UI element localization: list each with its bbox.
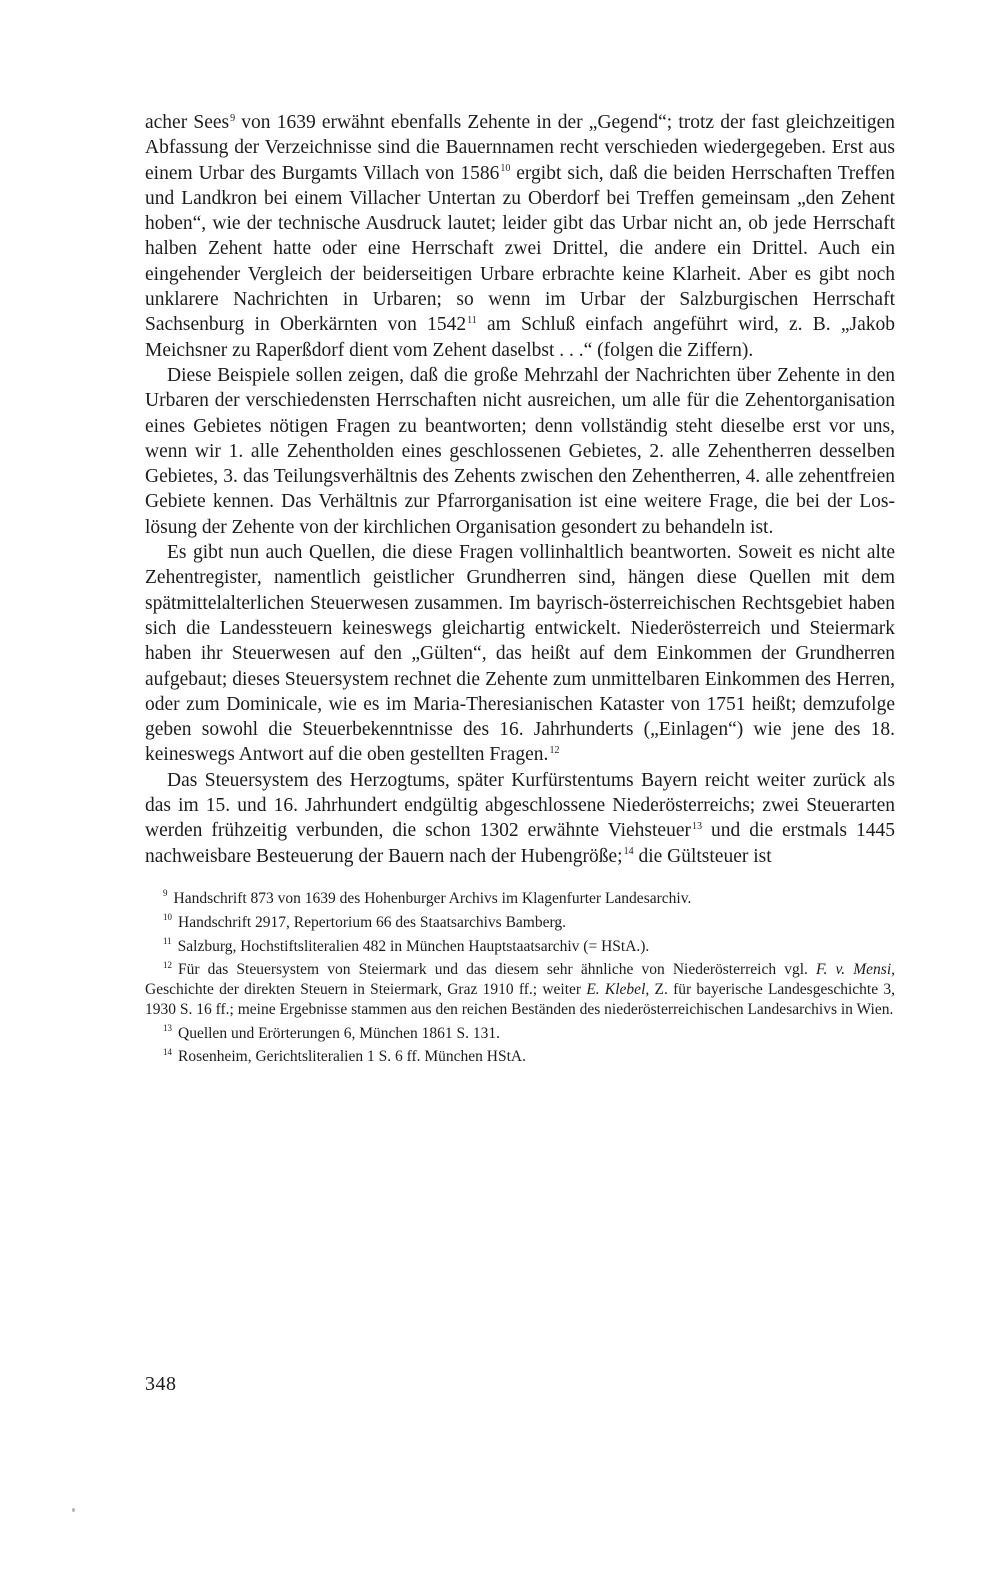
text-run: Das Steuersystem des Herzogtums, später Kurfürstentums Bayern reicht weiter zurück als das im 15. und 16. Jahrhundert endgültig abgeschlossene Niederösterreichs; zwei Steuerarten werden frühzeitig verbunden, die schon 1302 erwähnte Viehsteuer — [145, 769, 895, 842]
footnote — [145, 889, 895, 909]
footnote-number: 10 — [163, 911, 172, 922]
text-run: Geschichte der direkten Steuern in Steiermark, Graz 1910 ff.; weiter — [145, 981, 587, 999]
footnote-text — [178, 1048, 526, 1065]
text-run: von 1639 erwähnt ebenfalls Zehente in der „Gegend“; trotz der fast gleichzeitigen Abfassung der Verzeichnisse sind die Bauernnamen recht verschieden wiedergegeben. Erst aus einem Urbar des Burgamts Villach von 1586 — [145, 112, 895, 184]
footnote-text — [174, 890, 692, 907]
text-run: und die erstmals 1445 nachweisbare Besteuerung der Bauern nach der Hubengröße; — [145, 820, 895, 867]
cited-author: E. Klebel, — [586, 981, 650, 999]
paragraph — [145, 110, 895, 363]
footnote — [145, 913, 895, 933]
footnote — [145, 1047, 895, 1067]
page-number: 348 — [145, 1373, 177, 1395]
body-text — [145, 110, 895, 869]
paragraph — [145, 768, 895, 869]
footnote — [145, 1024, 895, 1044]
footnote-number: 9 — [163, 888, 168, 899]
footnote-number: 12 — [163, 959, 172, 970]
page-content — [145, 110, 895, 1071]
text-run: Rosenheim, Gerichtsliteralien 1 S. 6 ff. München HStA. — [178, 1048, 526, 1066]
footnotes-section — [145, 889, 895, 1067]
text-run: Quellen und Erörterungen 6, München 1861 S. 131. — [178, 1024, 500, 1042]
footnote-reference: 14 — [623, 846, 634, 858]
text-run: Für das Steuersystem von Steiermark und das diesem sehr ähnliche von Niederösterreich vgl. — [178, 961, 817, 979]
paragraph — [145, 363, 895, 540]
footnote-text — [178, 938, 650, 955]
text-run: Handschrift 2917, Repertorium 66 des Staatsarchivs Bamberg. — [178, 913, 566, 931]
text-run: Es gibt nun auch Quellen, die diese Fragen vollinhaltlich beantworten. Soweit es nicht alte Zehentregister, namentlich geistlicher Grundherren sind, hängen diese Quellen mit dem spätmittelalterlichen Steuerwesen zusammen. Im bayrisch-österreichischen Rechtsgebiet haben sich die Landessteuern keineswegs gleichartig entwickelt. Niederösterreich und Steiermark haben ihr Steuerwesen auf den „Gülten“, das heißt auf dem Einkommen der Grundherren aufgebaut; dieses Steuersystem rechnet die Zehente zum unmittelbaren Einkommen des Herren, oder zum Dominicale, wie es im Maria-Theresianischen Kataster von 1751 heißt; demzufolge geben sowohl die Steuerbekenntnisse des 16. Jahrhunderts („Einlagen“) wie jene des 18. keineswegs Antwort auf die oben gestellten Fragen. — [145, 542, 895, 766]
footnote-reference: 9 — [230, 112, 236, 124]
text-run: ergibt sich, daß die beiden Herrschaften Treffen und Landkron bei einem Villacher Untertan zu Oberdorf bei Treffen gemeinsam „den Zehent hoben“, wie der technische Ausdruck lautet; leider gibt das Urbar nicht an, ob jede Herrschaft halben Zehent hatte oder eine Herrschaft zwei Drittel, die andere ein Drittel. Auch ein eingehender Vergleich der beiderseitigen Urbare erbrachte keine Klarheit. Aber es gibt noch unklarere Nachrichten in Urbaren; so wenn im Urbar der Salzburgischen Herrschaft Sachsenburg in Oberkärnten von 1542 — [145, 162, 895, 336]
footnote — [145, 960, 895, 1019]
footnote-reference: 12 — [549, 744, 560, 756]
text-run: Diese Beispiele sollen zeigen, daß die große Mehrzahl der Nachrichten über Zehente in den Urbaren der verschiedensten Herrschaften nicht ausreichen, um alle für die Zehentorganisation eines Gebietes nötigen Fragen zu beantworten; denn vollständig steht dieselbe erst vor uns, wenn wir 1. alle Zehentholden eines geschlossenen Gebietes, 2. alle Zehentherren desselben Gebietes, 3. das Teilungsverhältnis des Zehents zwischen den Zehentherren, 4. alle zehentfreien Gebiete kennen. Das Verhältnis zur Pfarrorganisation ist eine weitere Frage, die bei der Loslösung der Zehente von der kirchlichen Organisation gesondert zu behandeln ist. — [145, 364, 895, 538]
text-run: acher Sees — [145, 112, 230, 133]
footnote-number: 13 — [163, 1022, 172, 1033]
footnote-reference: 10 — [500, 163, 511, 175]
footnote-text — [178, 914, 566, 931]
footnote-reference: 13 — [691, 820, 702, 832]
footnote — [145, 937, 895, 957]
text-run: Salzburg, Hochstiftsliteralien 482 in München Hauptstaatsarchiv (= HStA.). — [177, 937, 650, 955]
dust-speck — [72, 1508, 75, 1512]
text-run: Z. für bayerische Landesgeschichte 3, 1930 S. 16 ff.; meine Ergebnisse stammen aus den reichen Beständen des niederösterreichischen Landesarchivs in Wien. — [145, 981, 895, 1018]
footnote-text — [145, 961, 895, 1018]
footnote-reference: 11 — [467, 314, 477, 326]
footnote-number: 11 — [163, 935, 172, 946]
paragraph — [145, 540, 895, 768]
footnote-number: 14 — [163, 1046, 172, 1057]
cited-author: F. v. Mensi, — [816, 961, 895, 979]
text-run: Handschrift 873 von 1639 des Hohenburger Archivs im Klagenfurter Landesarchiv. — [173, 889, 692, 907]
text-run: am Schluß einfach angeführt wird, z. B. „Jakob Meichsner zu Raperßdorf dient vom Zehent daselbst . . .“ (folgen die Ziffern). — [145, 314, 895, 361]
text-run: die Gültsteuer ist — [633, 845, 772, 867]
footnote-text — [178, 1025, 500, 1042]
